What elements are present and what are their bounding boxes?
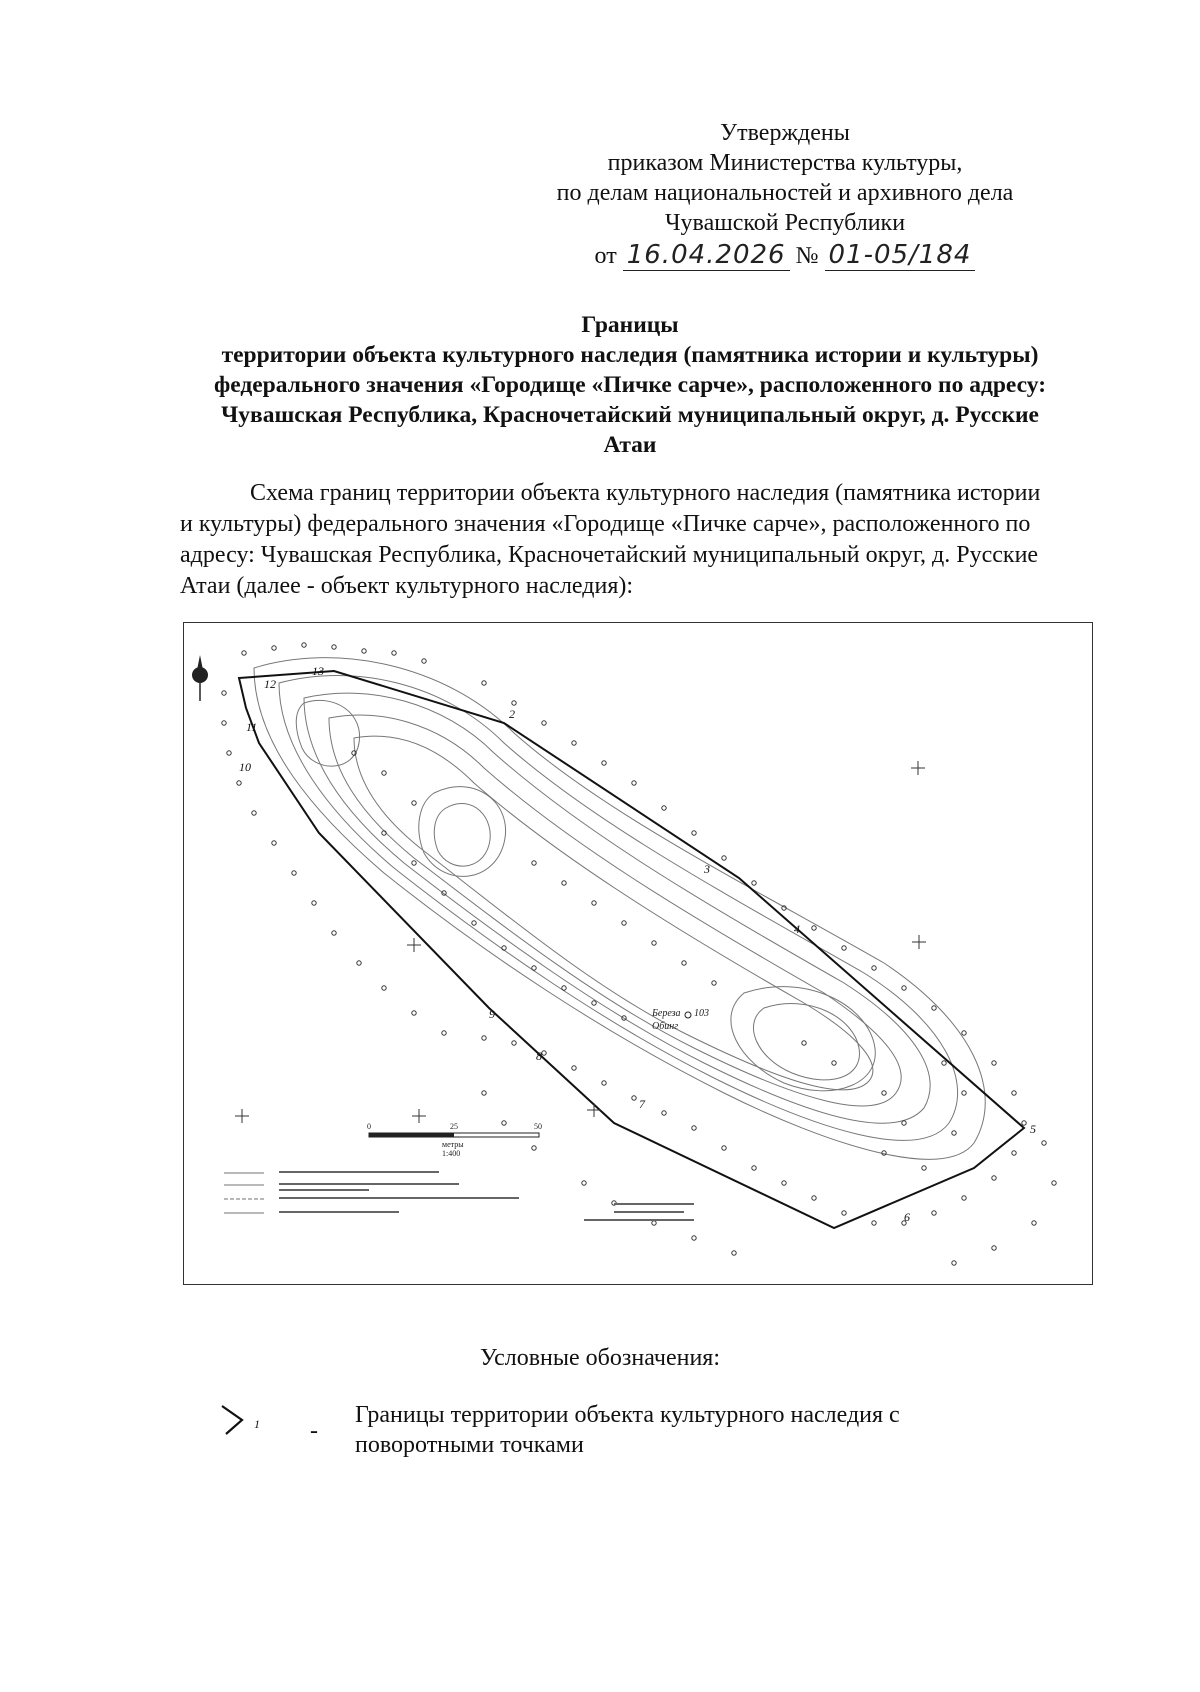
scale-tick-50: 50 — [534, 1122, 542, 1131]
boundary-map — [183, 622, 1093, 1285]
scale-tick-25: 25 — [450, 1122, 458, 1131]
paragraph-line-4: Атаи (далее - объект культурного наследия): — [180, 573, 634, 599]
map-svg — [184, 623, 1094, 1286]
legend-point-number: 1 — [254, 1417, 260, 1431]
point-label-13: 13 — [312, 664, 324, 678]
map-legend-block — [224, 1171, 694, 1221]
approval-line-2: приказом Министерства культуры, — [607, 150, 963, 176]
north-arrow — [192, 655, 208, 701]
scale-tick-0: 0 — [367, 1122, 371, 1131]
territory-boundary — [239, 671, 1024, 1228]
grid-crosses — [235, 761, 926, 1123]
scale-ratio: 1:400 — [442, 1149, 461, 1158]
legend-title: Условные обозначения: — [479, 1345, 721, 1371]
document-title — [170, 310, 1090, 460]
title-line-3: федерального значения «Городище «Пичке сарче», расположенного по адресу: — [213, 372, 1047, 398]
legend-dash: - — [310, 1418, 318, 1444]
landmark-label: Береза — [652, 1008, 681, 1019]
approval-line-4: Чувашской Республики — [664, 210, 906, 236]
legend-item-boundary — [220, 1400, 1120, 1480]
title-line-4: Чувашская Республика, Красночетайский муниципальный округ, д. Русские — [221, 402, 1039, 428]
paragraph-line-2: и культуры) федерального значения «Городище «Пичке сарче», расположенного по — [180, 511, 1031, 537]
point-label-10: 10 — [239, 760, 251, 774]
point-label-4: 4 — [794, 922, 800, 936]
point-label-12: 12 — [264, 677, 276, 691]
contour-lines — [254, 658, 985, 1160]
paragraph-line-1: Схема границ территории объекта культурного наследия (памятника истории — [250, 480, 1041, 506]
landmark-sub: Обинг — [652, 1021, 679, 1032]
scale-unit: метры — [442, 1140, 464, 1149]
title-line-2: территории объекта культурного наследия (памятника истории и культуры) — [221, 342, 1039, 368]
date-value: 16.04.2026 — [623, 240, 790, 271]
title-line-1: Границы — [581, 312, 679, 338]
point-label-5: 5 — [1030, 1122, 1036, 1136]
landmark-value: 103 — [694, 1008, 709, 1019]
legend-text-line-2: поворотными точками — [355, 1432, 584, 1458]
point-label-7: 7 — [639, 1097, 645, 1111]
paragraph-line-3: адресу: Чувашская Республика, Красночетайский муниципальный округ, д. Русские — [180, 542, 1039, 568]
point-label-8: 8 — [536, 1049, 542, 1063]
number-value: 01-05/184 — [825, 240, 976, 271]
point-label-3: 3 — [704, 862, 710, 876]
approval-line-3: по делам национальностей и архивного дела — [556, 180, 1014, 206]
approval-date-number — [505, 240, 1065, 271]
point-label-11: 11 — [246, 720, 258, 734]
point-label-6: 6 — [904, 1210, 910, 1224]
scale-bar — [367, 1122, 542, 1158]
legend-text — [355, 1400, 975, 1460]
landmark-symbol — [685, 1012, 691, 1018]
approval-line-1: Утверждены — [720, 120, 850, 146]
description-paragraph — [180, 478, 1085, 602]
boundary-symbol-icon — [220, 1400, 300, 1450]
point-label-9: 9 — [489, 1007, 495, 1021]
legend-text-line-1: Границы территории объекта культурного наследия с — [355, 1402, 900, 1428]
number-prefix: № — [795, 243, 819, 269]
title-line-5: Атаи — [603, 432, 657, 458]
approval-stamp — [505, 118, 1065, 271]
date-prefix: от — [594, 243, 617, 269]
point-label-2: 2 — [509, 707, 515, 721]
